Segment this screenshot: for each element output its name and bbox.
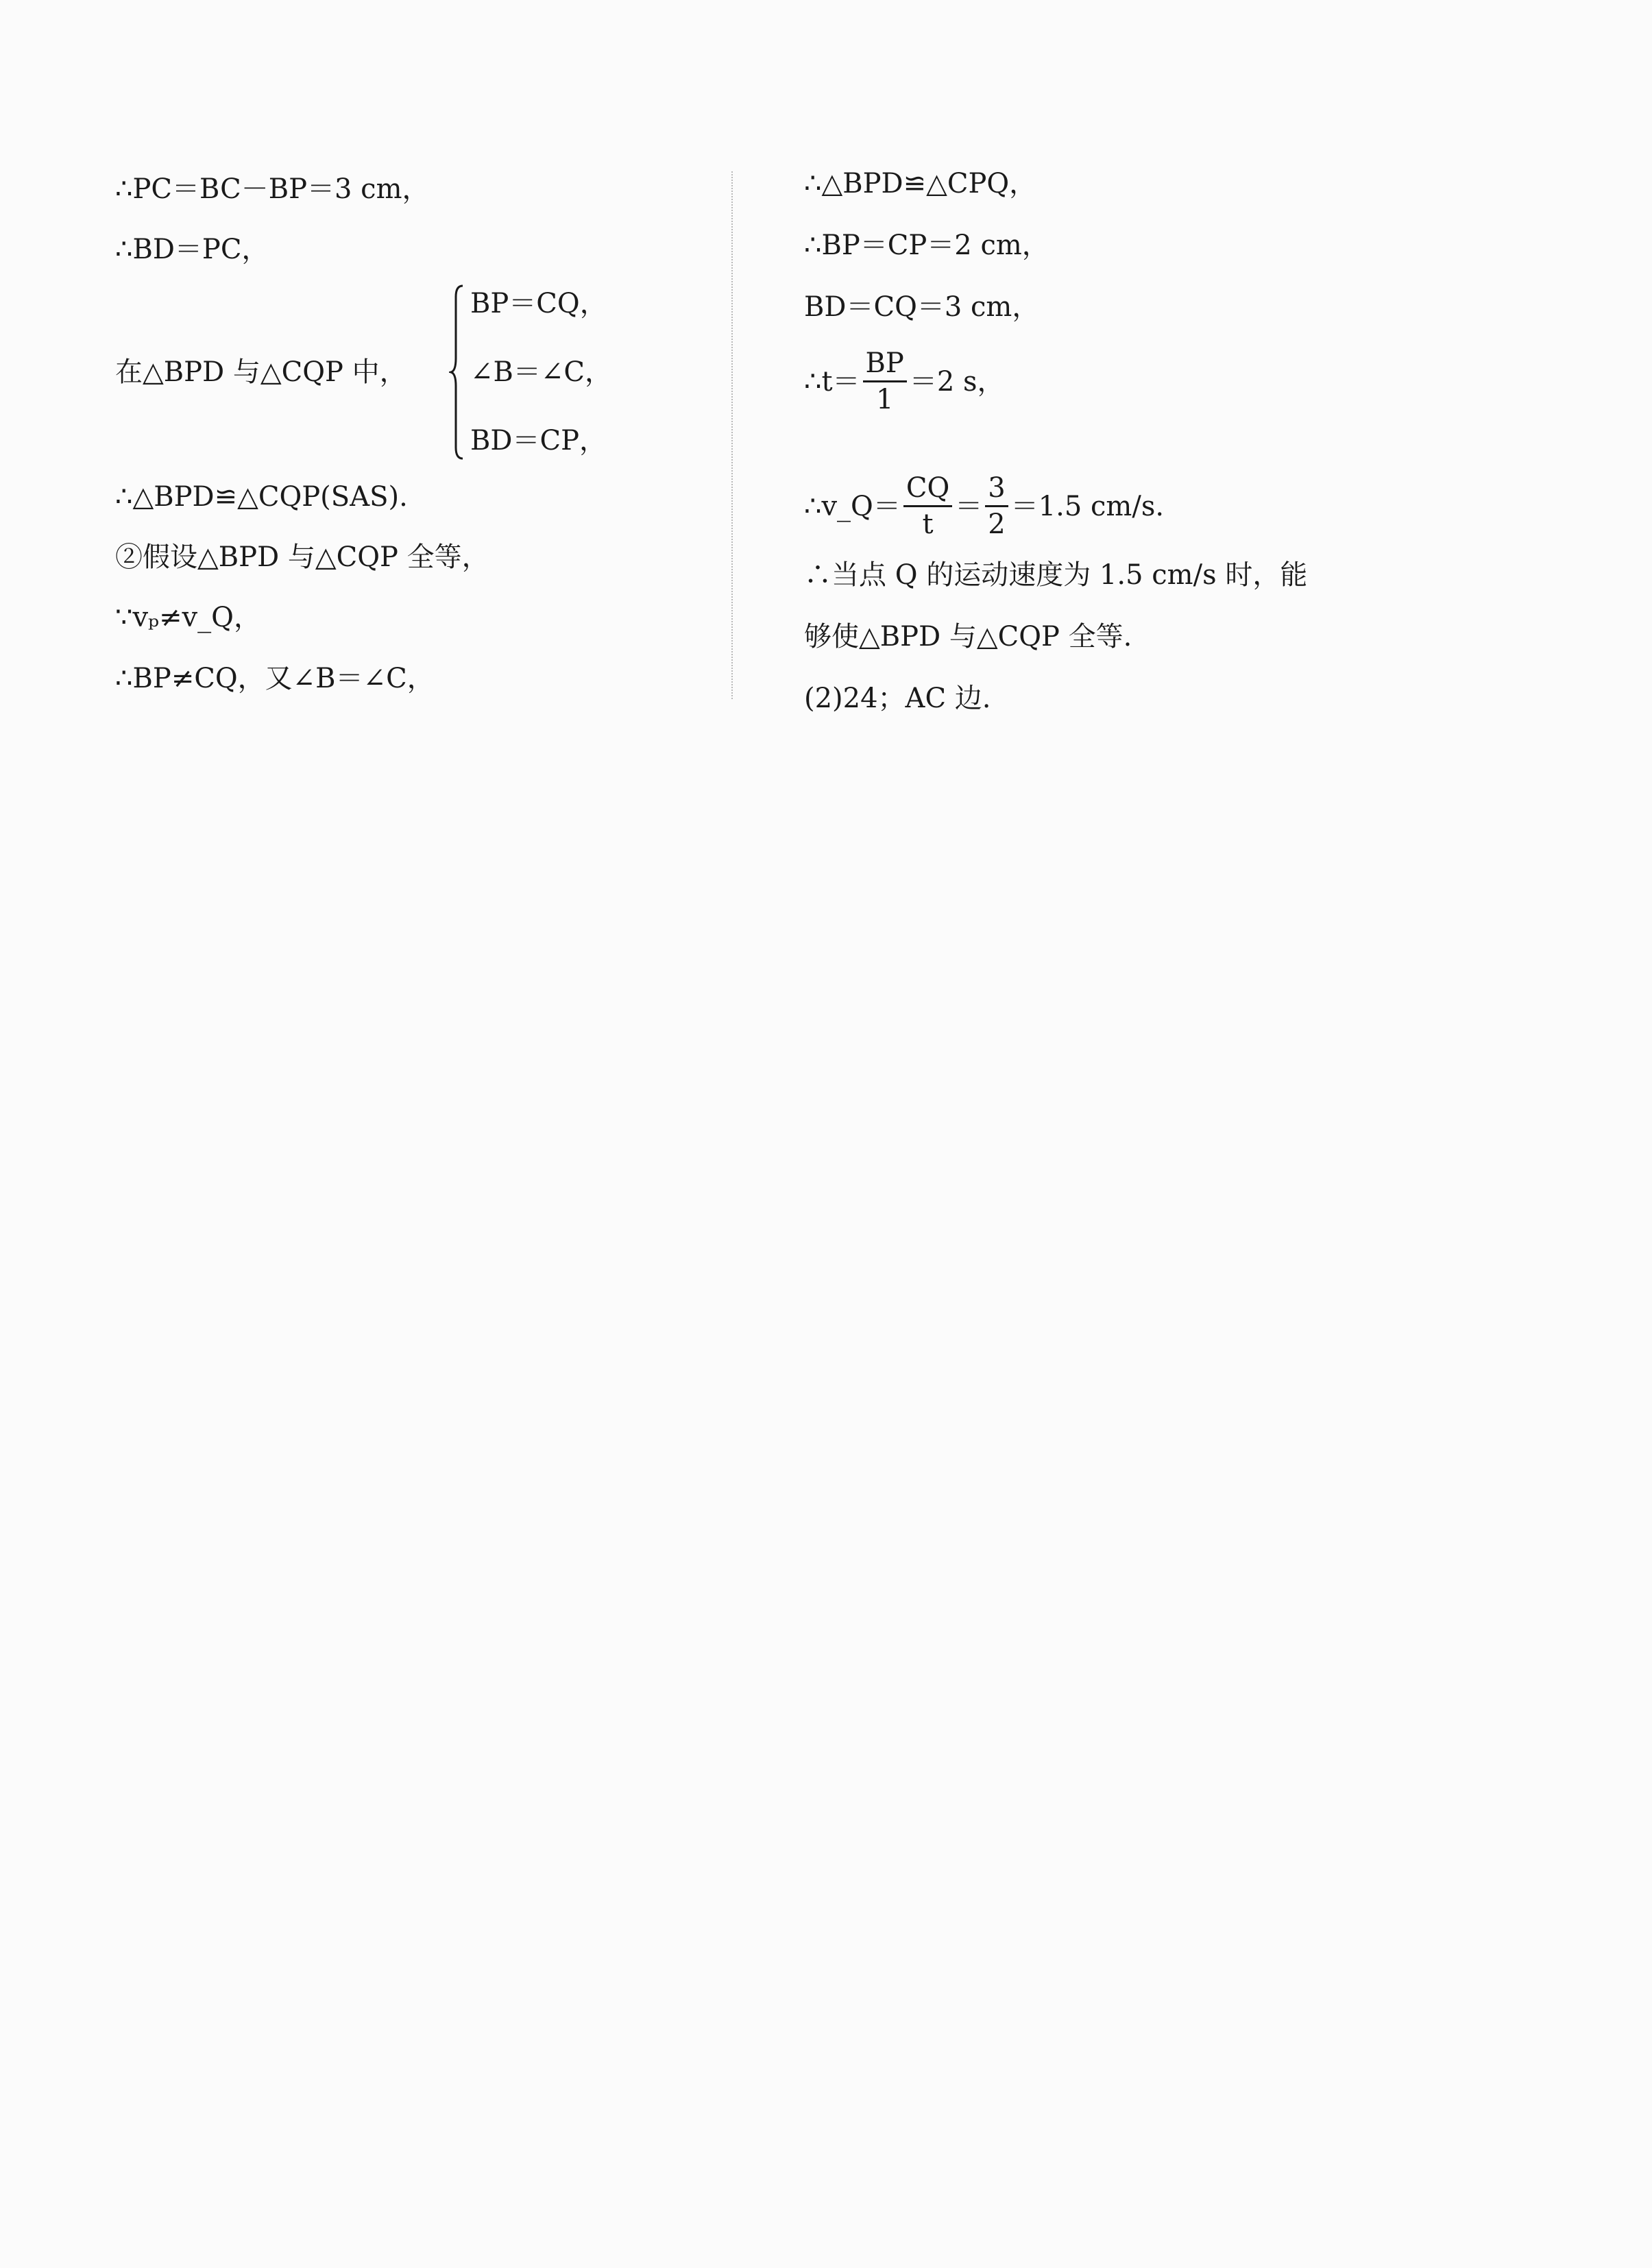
- left-column: [115, 161, 705, 709]
- left-line-bp-neq: ∴BP≠CQ，又∠B＝∠C，: [115, 663, 435, 694]
- t-formula: ∴t＝ $\frac{BP}{1}$ ＝2 s，: [804, 347, 1005, 415]
- system-prefix: 在△BPD 与△CQP 中，: [115, 356, 407, 388]
- left-line-assume: ②假设△BPD 与△CQP 全等，: [115, 541, 489, 573]
- right-column: [804, 161, 1490, 714]
- right-line-congruent: ∴△BPD≌△CPQ，: [804, 168, 1037, 199]
- left-line-pc: ∴PC＝BC－BP＝3 cm，: [115, 173, 430, 205]
- t-fraction: $\frac{BP}{1}$: [863, 346, 907, 417]
- left-line-bd: ∴BD＝PC，: [115, 234, 269, 265]
- v-fraction-2: $\frac{3}{2}$: [985, 471, 1008, 541]
- left-line-congruent-sas: ∴△BPD≌△CQP(SAS).: [115, 481, 408, 513]
- left-brace-icon: [449, 283, 465, 461]
- system-eq-3: BD＝CP，: [470, 425, 607, 456]
- right-line-conclusion-1: ∴当点 Q 的运动速度为 1.5 cm/s 时，能: [804, 559, 1308, 591]
- right-line-conclusion-2: 够使△BPD 与△CQP 全等.: [804, 621, 1132, 653]
- right-line-part-2: (2)24；AC 边.: [804, 683, 991, 714]
- right-line-bp-cp: ∴BP＝CP＝2 cm，: [804, 230, 1049, 261]
- column-divider: [731, 171, 733, 699]
- system-eq-1: BP＝CQ，: [470, 288, 607, 319]
- v-formula: ∴v_Q＝ $\frac{CQ}{t}$ ＝ $\frac{3}{2}$ ＝1.5 cm/s.: [804, 472, 1165, 540]
- v-fraction-1: $\frac{CQ}{t}$: [903, 471, 952, 541]
- right-line-bd-cq: BD＝CQ＝3 cm，: [804, 291, 1040, 323]
- system-eq-2: ∠B＝∠C，: [470, 356, 613, 388]
- left-line-speed-neq: ∵vₚ≠v_Q，: [115, 602, 261, 633]
